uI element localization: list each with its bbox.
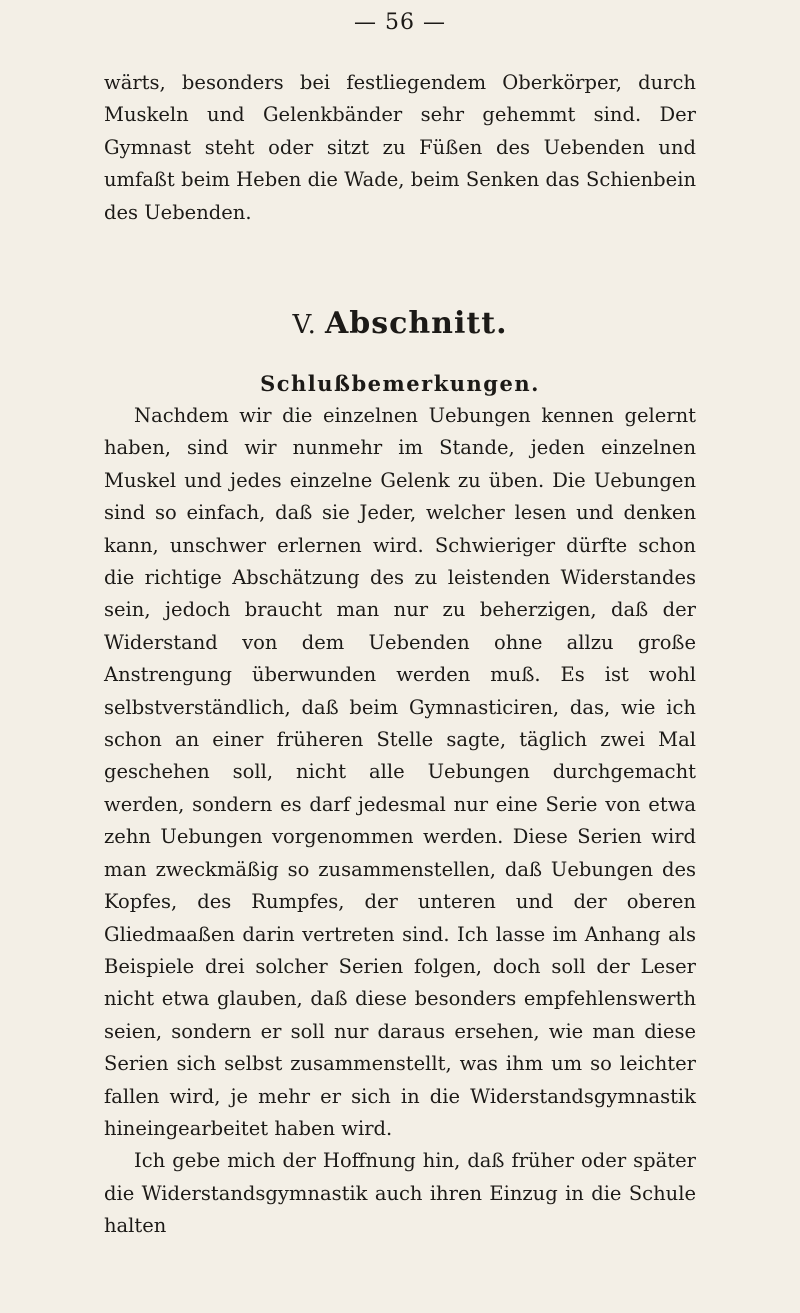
section-title: Abschnitt.	[324, 306, 508, 341]
section-heading	[0, 306, 800, 341]
paragraph-2: Ich gebe mich der Hoffnung hin, daß früher oder später die Widerstandsgymnastik auch ihren Einzug in die Schule halten	[104, 1149, 696, 1238]
continuation-text-block	[104, 67, 696, 229]
paragraph-1: Nachdem wir die einzelnen Uebungen kennen gelernt haben, sind wir nunmehr im Stande, jeden einzelnen Muskel und jedes einzelne Gelenk zu üben. Die Uebungen sind so einfach, daß sie Jeder, welcher lesen und denken kann, unschwer erlernen wird. Schwieriger dürfte schon die richtige Abschätzung des zu leistenden Widerstandes sein, jedoch braucht man nur zu beherzigen, daß der Widerstand von dem Uebenden ohne allzu große Anstrengung überwunden werden muß. Es ist wohl selbstverständlich, daß beim Gymnasticiren, das, wie ich schon an einer früheren Stelle sagte, täglich zwei Mal geschehen soll, nicht alle Uebungen durchgemacht werden, sondern es darf jedesmal nur eine Serie von etwa zehn Uebungen vorgenommen werden. Diese Serien wird man zweckmäßig so zusammenstellen, daß Uebungen des Kopfes, des Rumpfes, der unteren und der oberen Gliedmaaßen darin vertreten sind. Ich lasse im Anhang als Beispiele drei solcher Serien folgen, doch soll der Leser nicht etwa glauben, daß diese besonders empfehlenswerth seien, sondern er soll nur daraus ersehen, wie man diese Serien sich selbst zusammenstellt, was ihm um so leichter fallen wird, je mehr er sich in die Widerstandsgymnastik hineingearbeitet haben wird.	[104, 404, 696, 1140]
main-text-block	[104, 400, 696, 1243]
continuation-paragraph: wärts, besonders bei festliegendem Oberkörper, durch Muskeln und Gelenkbänder sehr gehemmt sind. Der Gymnast steht oder sitzt zu Füßen des Uebenden und umfaßt beim Heben die Wade, beim Senken das Schienbein des Uebenden.	[104, 71, 696, 224]
page-number: — 56 —	[354, 10, 446, 35]
section-subtitle: Schlußbemerkungen.	[260, 371, 540, 396]
section-numeral: V.	[292, 310, 317, 340]
